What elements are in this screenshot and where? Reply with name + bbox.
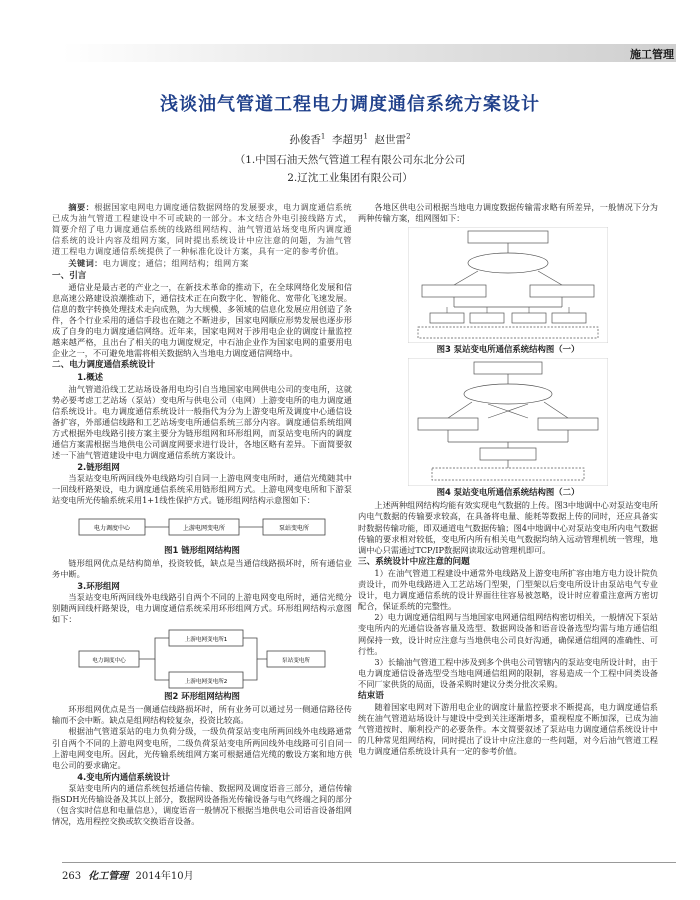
fig2-label-dispatch: 电力调度中心 (92, 658, 126, 665)
fig1-label-station: 泵站变电所 (278, 524, 310, 532)
subsection-2-4-heading: 4.变电所内通信系统设计 (77, 771, 170, 782)
fig3-device-3 (512, 313, 546, 323)
page-number: 263 (62, 871, 82, 882)
figure-1-chain-network (77, 510, 327, 544)
figure-2-caption: 图2 环形组网结构图 (164, 691, 240, 702)
fig3-device-1 (430, 313, 464, 323)
section-3-paragraph-3: 3）长输油气管道工程中涉及到多个供电公司管辖内的泵站变电所设计时，由于电力调度通信设备选型受当地电网通信组网的限制，容易造成一个工程中同类设备不同厂家供货的局面，设备采购时建议分类分批次采购。 (358, 656, 658, 689)
fig4-network-cloud (464, 384, 552, 404)
subsection-2-1-heading: 1.概述 (77, 372, 103, 383)
figure-4-station-structure (408, 358, 608, 486)
fig2-label-station: 泵站变电所 (282, 658, 310, 665)
keywords-label: 关键词： (68, 258, 103, 269)
figure-2-paragraph-2: 根据油气管道泵站的电力负荷分级，一级负荷泵站变电所两回线外电线路通常引自两个不同的上游电网变电所，二级负荷泵站变电所两回线外电线路可引自同一上游电网变电所。因此，光传输系统组网方案可根据通信光缆的敷设方案和地方供电公司的要求确定。 (52, 726, 352, 770)
fig3-left-node (422, 285, 486, 297)
section-1-heading: 一、引言 (52, 270, 87, 281)
fig2-label-upstream-2: 上游电网变电所2 (184, 679, 228, 686)
author-1: 孙俊香 (289, 134, 321, 146)
section-2-heading: 二、电力调度通信系统设计 (52, 360, 156, 371)
fig1-label-upstream: 上游电网变电所 (182, 524, 226, 532)
fig2-link-down (155, 659, 169, 680)
journal-name: 化工管理 (88, 871, 129, 882)
fig2-label-upstream-1: 上游电网变电所1 (184, 637, 228, 644)
section-3-paragraph-2: 2）电力调度通信组网与当地国家电网通信组网结构密切相关，一般情况下泵站变电所内的光通信设备容量及选型、数据网设备和语音设备选型均需与地方通信组网保持一致，设计时应注意与当地供电公司良好沟通，确保通信组网的准确性、可行性。 (358, 612, 658, 656)
section-3-heading: 三、系统设计中应注意的问题 (358, 556, 470, 567)
author-2-mark: 1 (363, 132, 368, 141)
section-3-paragraph-1: 1）在油气管道工程建设中通常外电线路及上游变电所扩容由地方电力设计院负责设计，而外电线路进入工艺站场门型架，门型架以后变电所设计由泵站电气专业设计，电力调度通信系统的设计界面往往容易被忽略，设计时应着重注意两方密切配合，保证系统的完整性。 (358, 567, 658, 612)
figure-1-paragraph: 链形组网优点是结构简单，投资较低，缺点是当通信线路损坏时，所有通信业务中断。 (52, 557, 352, 579)
fig4-top-node (474, 362, 542, 374)
figure-1-caption: 图1 链形组网结构图 (164, 544, 240, 555)
fig1-label-dispatch: 电力调度中心 (93, 524, 131, 532)
fig3-device-4 (552, 313, 586, 323)
subsection-2-4-paragraph: 泵站变电所内的通信系统包括通信传输、数据网及调度语音三部分，通信传输指SDH光传输设备及其以上部分，数据网设备指光传输设备与电气终端之间的部分（包含实时信息和电量信息），调度语音一般情况下根据当地供电公司语音设备组网情况，选用程控交换或软交换语音设备。 (52, 782, 352, 827)
header-bar (62, 44, 676, 62)
figure-2-paragraph: 环形组网优点是当一侧通信线路损坏时，所有业务可以通过另一侧通信路径传输而不会中断。缺点是组网结构较复杂，投资比较高。 (52, 704, 352, 726)
abstract-label: 摘要： (68, 202, 95, 212)
affiliation-2: 2.辽沈工业集团有限公司） (287, 172, 413, 184)
figure-2-ring-network (77, 628, 327, 690)
conclusion-paragraph: 随着国家电网对下游用电企业的调度计量监控要求不断提高，电力调度通信系统在油气管道站场设计与建设中受到关注逐渐增多，重视程度不断加深，已成为油气管道按时、顺利投产的必要条件。本文简要叙述了泵站电力调度通信系统设计中的几种常见组网结构，同时提出了设计中应注意的一些问题，对今后油气管道工程电力调度通信系统设计具有一定的参考价值。 (358, 702, 658, 757)
fig4-right-node (538, 418, 598, 430)
fig4-middle-node (480, 448, 536, 460)
subsection-2-2-paragraph: 当泵站变电所两回线外电线路均引自同一上游电网变电所时，通信光缆随其中一回线杆路架设，电力调度通信系统采用链形组网方式。上游电网变电所和下游泵站变电所光传输系统采用1+1线性保护方式。链形组网结构示意图如下： (52, 473, 352, 506)
fig2-link-right-up (243, 638, 267, 659)
author-3: 赵世雷 (374, 134, 407, 146)
author-line (0, 132, 700, 147)
subsection-2-1-paragraph: 油气管道沿线工艺站场设备用电均引自当地国家电网供电公司的变电所，这就势必要考虑工艺站场（泵站）变电所与供电公司（电网）上游变电所的电力调度通信系统设计。电力调度通信系统设计一般指代为分为上游变电所及调度中心通信设备扩容，外部通信线路和工艺站场变电所通信系统三部分内容。调度通信系统组网方式根据外电线路引接方案主要分为链形组网和环形组网，而泵站变电所内的调度通信方案需根据当地供电公司调度网要求进行设计，各地区略有差异。下面简要叙述一下油气管道建设中电力调度通信系统方案设计。 (52, 383, 352, 461)
section-label: 施工管理 (630, 48, 674, 61)
fig4-left-node (418, 418, 478, 430)
fig2-link-up (139, 638, 169, 659)
subsection-2-3-heading: 3.环形组网 (77, 580, 120, 591)
fig3-right-node (530, 285, 594, 297)
right-column (358, 202, 658, 758)
abstract (52, 202, 352, 257)
fig3-top-node (468, 231, 548, 243)
figure-3-caption: 图3 泵站变电所通信系统结构图（一） (436, 344, 580, 355)
abstract-text: 根据国家电网电力调度通信数据网络的发展要求，电力调度通信系统已成为油气管道工程建设中不可或缺的一部分。本文结合外电引接线路方式，简要介绍了电力调度通信系统的线路组网结构、油气管道站场变电所内调度通信系统的设计内容及组网方案，同时提出系统设计中应注意的问题，为油气管道工程电力调度通信系统提供了一种标准化设计方案，具有一定的参考价值。 (52, 202, 352, 257)
keywords-text: 电力调度；通信；组网结构；组网方案 (102, 258, 249, 269)
footer-rule (62, 862, 676, 863)
fig4-bottom-bus (432, 468, 584, 480)
conclusion-heading: 结束语 (358, 690, 384, 701)
subsection-2-3-paragraph: 当泵站变电所两回线外电线路引自两个不同的上游电网变电所时，通信光缆分别随两回线杆路架设，电力调度通信系统采用环形组网方式。环形组网结构示意图如下： (52, 591, 352, 625)
page-footer (62, 867, 194, 882)
left-column (52, 202, 352, 827)
section-1-paragraph: 通信业是最古老的产业之一，在新技术革命的推动下，在全球网络化发展和信息高速公路建设浪潮推动下，通信技术正在向数字化、智能化、宽带化飞速发展。信息的数字转换处理技术走向成熟，为大规模、多领域的信息化发展应用创造了条件，各个行业采用的通信手段也在随之不断进步，国家电网顺应形势发展也逐步形成了自身的电力调度通信网络。近年来，国家电网对于涉用电企业的调度计量监控越来越严格，且出台了相关的电力调度规定，中石油企业作为国家电网的重要用电企业之一，不可避免地需将相关数据纳入当地电力调度通信网络中。 (52, 281, 352, 359)
author-3-mark: 2 (406, 132, 411, 141)
subsection-2-2-heading: 2.链形组网 (77, 462, 120, 473)
figure-3-station-structure (408, 227, 608, 343)
fig3-device-2 (470, 313, 504, 323)
article-title: 浅谈油气管道工程电力调度通信系统方案设计 (160, 94, 540, 115)
right-paragraph-2: 上述两种组网结构均能有效实现电气数据的上传。图3中地调中心对泵站变电所内电气数据的传输要求较高，在具备将电量、能耗等数据上传的同时，还应具备实时数据传输功能，即双通道电气数据传输；图4中地调中心对泵站变电所内电气数据传输的要求相对较低，变电所内所有相关电气数据均纳入远动管理机统一管理，地调中心只需通过TCP/IP数据网读取远动管理机即可。 (358, 500, 658, 555)
fig3-network-cloud (468, 253, 548, 273)
affiliation-1: （1.中国石油天然气管道工程有限公司东北分公司 (234, 154, 466, 166)
fig2-link-right-down (243, 659, 257, 680)
fig3-bottom-bus (418, 327, 598, 338)
keywords (52, 258, 352, 269)
issue-date: 2014年10月 (135, 871, 194, 882)
figure-4-caption: 图4 泵站变电所通信系统结构图（二） (436, 487, 580, 498)
right-paragraph-1: 各地区供电公司根据当地电力调度数据传输需求略有所差异，一般情况下分为两种传输方案，组网图如下： (358, 202, 658, 224)
author-1-mark: 1 (320, 132, 326, 141)
author-2: 李超男 (332, 134, 364, 146)
